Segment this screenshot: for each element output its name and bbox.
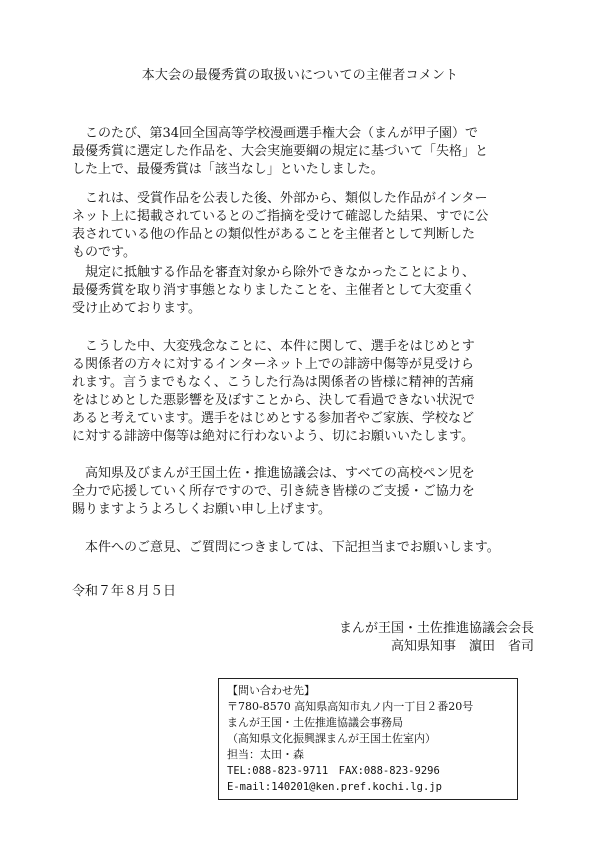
paragraph-line: 本件へのご意見、ご質問につきましては、下記担当までお願いします。 xyxy=(72,540,500,555)
paragraph-line: これは、受賞作品を公表した後、外部から、類似した作品がインター xyxy=(72,191,488,206)
paragraph-3 xyxy=(72,264,532,318)
paragraph-line: このたび、第34回全国高等学校漫画選手権大会（まんが甲子園）で xyxy=(72,126,479,141)
issue-date: 令和７年８月５日 xyxy=(72,584,177,599)
paragraph-2 xyxy=(72,190,532,262)
signature-organization: まんが王国・土佐推進協議会会長 xyxy=(338,621,534,636)
paragraph-line: こうした中、大変残念なことに、本件に関して、選手をはじめとす xyxy=(72,339,475,354)
paragraph-line: 表されている他の作品との類似性があることを主催者として判断した xyxy=(72,227,476,242)
paragraph-line: した上で、最優秀賞は「該当なし」といたしました。 xyxy=(72,162,384,177)
paragraph-1 xyxy=(72,125,532,179)
paragraph-line: をはじめとした悪影響を及ぼすことから、決して看過できない状況で xyxy=(72,393,476,408)
signature-name: 高知県知事 濵田 省司 xyxy=(390,639,534,654)
paragraph-line: 規定に抵触する作品を審査対象から除外できなかったことにより、 xyxy=(72,265,476,280)
paragraph-line: ものです。 xyxy=(72,245,136,260)
contact-dept: （高知県文化振興課まんが王国土佐室内） xyxy=(227,732,436,745)
contact-box xyxy=(218,678,518,800)
paragraph-line: 最優秀賞に選定した作品を、大会実施要綱の規定に基づいて「失格」と xyxy=(72,144,489,159)
paragraph-line: 高知県及びまんが王国土佐・推進協議会は、すべての高校ペン児を xyxy=(72,466,475,481)
paragraph-line: あると考えています。選手をはじめとする参加者やご家族、学校など xyxy=(72,411,474,426)
paragraph-line: 全力で応援していく所存ですので、引き続き皆様のご支援・ご協力を xyxy=(72,484,475,499)
paragraph-line: れます。言うまでもなく、こうした行為は関係者の皆様に精神的苦痛 xyxy=(72,375,474,390)
contact-phone: TEL:088-823-9711 FAX:088-823-9296 xyxy=(227,765,440,777)
paragraph-5 xyxy=(72,465,532,519)
paragraph-line: 受け止めております。 xyxy=(72,301,201,316)
paragraph-6 xyxy=(72,539,532,557)
paragraph-line: ネット上に掲載されているとのご指摘を受けて確認した結果、すでに公 xyxy=(72,209,489,224)
contact-office: まんが王国・土佐推進協議会事務局 xyxy=(227,716,403,729)
paragraph-line: 最優秀賞を取り消す事態となりましたことを、主催者として大変重く xyxy=(72,283,476,298)
paragraph-line: に対する誹謗中傷等は絶対に行わないよう、切にお願いいたします。 xyxy=(72,429,474,444)
paragraph-line: 賜りますようよろしくお願い申し上げます。 xyxy=(72,502,331,517)
paragraph-4 xyxy=(72,338,532,446)
contact-heading: 【問い合わせ先】 xyxy=(227,684,315,697)
signature-block xyxy=(339,620,534,656)
document-title: 本大会の最優秀賞の取扱いについての主催者コメント xyxy=(141,68,459,83)
paragraph-line: る関係者の方々に対するインターネット上での誹謗中傷等が見受けら xyxy=(72,357,474,372)
contact-email[interactable]: E-mail:140201@ken.pref.kochi.lg.jp xyxy=(227,781,442,793)
contact-address: 〒780-8570 高知県高知市丸ノ内一丁目２番20号 xyxy=(227,700,474,713)
contact-person: 担当：太田・森 xyxy=(227,748,304,761)
